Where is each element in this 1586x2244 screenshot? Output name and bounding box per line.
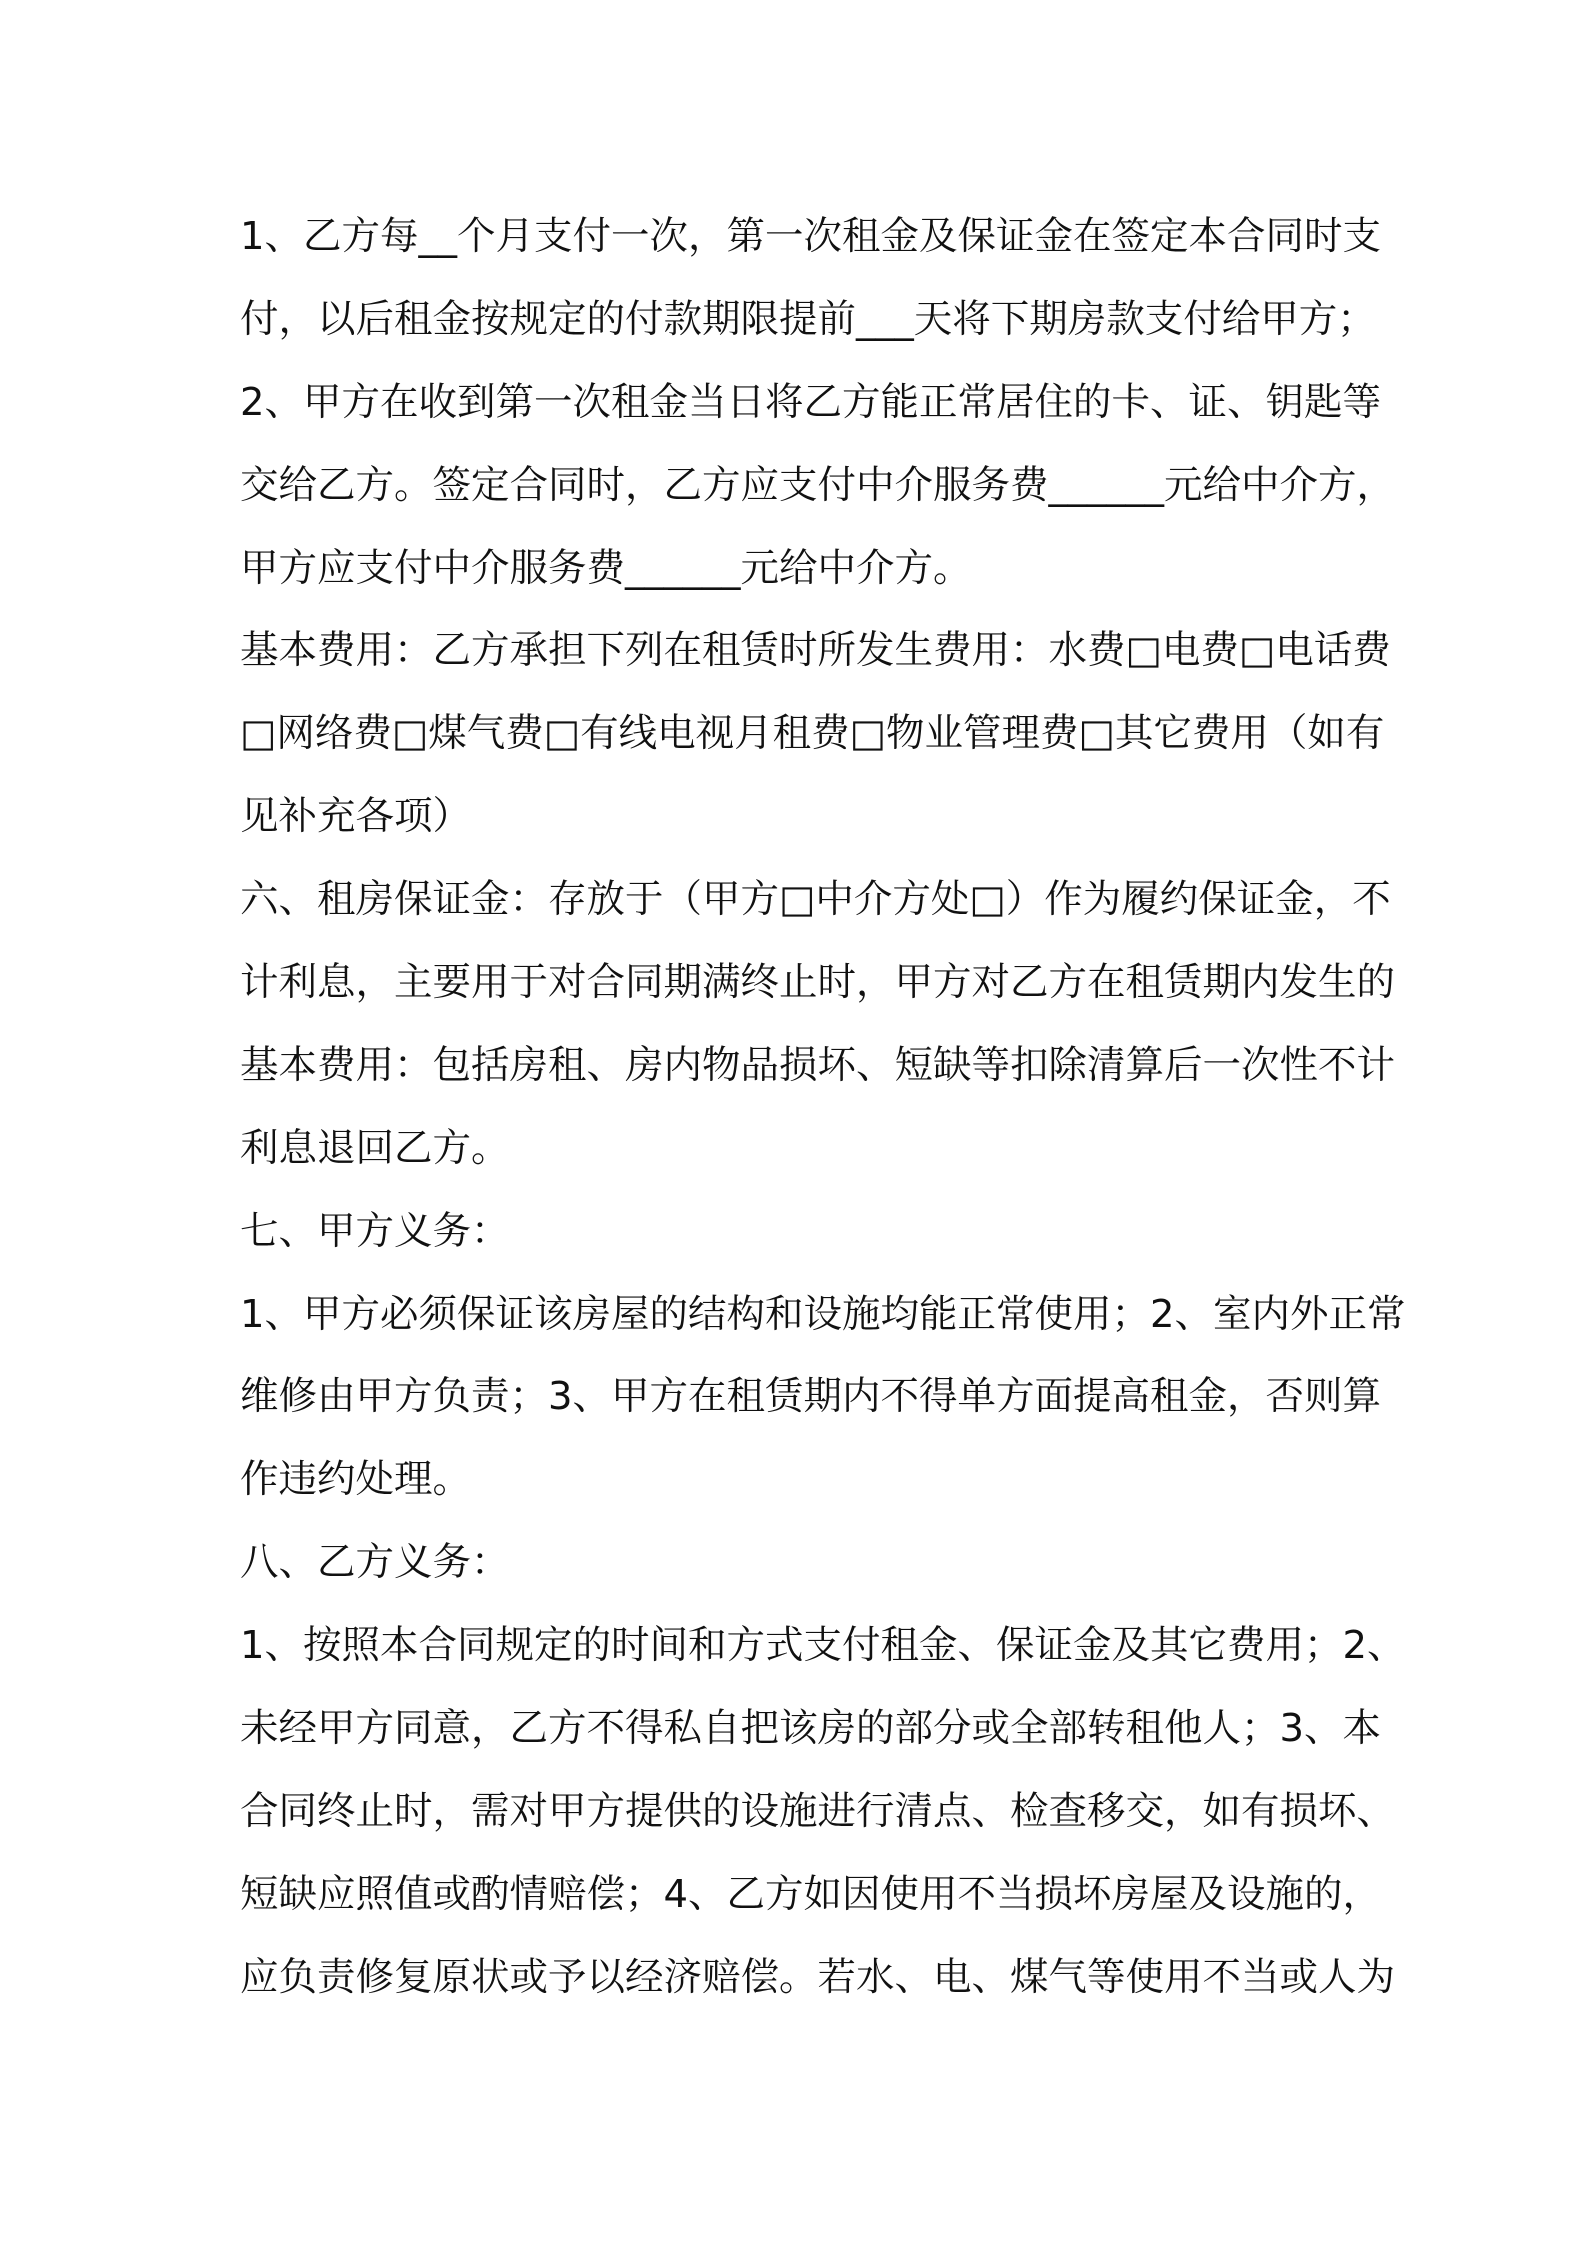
text-line: 作违约处理。	[240, 1457, 472, 1503]
text-line: 见补充各项）	[240, 794, 472, 840]
text-line: □网络费□煤气费□有线电视月租费□物业管理费□其它费用（如有	[240, 711, 1385, 757]
text-line: 1、按照本合同规定的时间和方式支付租金、保证金及其它费用；2、	[240, 1623, 1406, 1669]
text-line: 利息退回乙方。	[240, 1125, 510, 1171]
text-line: 合同终止时，需对甲方提供的设施进行清点、检查移交，如有损坏、	[240, 1788, 1396, 1834]
section-heading-line: 七、甲方义务：	[240, 1208, 510, 1254]
text-line: 计利息，主要用于对合同期满终止时，甲方对乙方在租赁期内发生的	[240, 960, 1396, 1006]
section-heading-line: 八、乙方义务：	[240, 1540, 510, 1586]
text-line: 1、甲方必须保证该房屋的结构和设施均能正常使用；2、室内外正常	[240, 1291, 1406, 1337]
text-line: 交给乙方。签定合同时，乙方应支付中介服务费______元给中介方，	[240, 462, 1396, 508]
text-line: 甲方应支付中介服务费______元给中介方。	[240, 545, 972, 591]
document-body	[240, 196, 1406, 2020]
text-line: 短缺应照值或酌情赔偿；4、乙方如因使用不当损坏房屋及设施的，	[240, 1871, 1381, 1917]
text-line: 1、乙方每__个月支付一次，第一次租金及保证金在签定本合同时支	[240, 214, 1381, 259]
text-line: 基本费用：包括房租、房内物品损坏、短缺等扣除清算后一次性不计	[240, 1042, 1396, 1088]
text-line: 应负责修复原状或予以经济赔偿。若水、电、煤气等使用不当或人为	[240, 1954, 1396, 2000]
text-line: 2、甲方在收到第一次租金当日将乙方能正常居住的卡、证、钥匙等	[240, 379, 1381, 425]
text-line: 未经甲方同意，乙方不得私自把该房的部分或全部转租他人；3、本	[240, 1706, 1381, 1752]
text-line: 维修由甲方负责；3、甲方在租赁期内不得单方面提高租金，否则算	[240, 1374, 1381, 1420]
text-line: 基本费用：乙方承担下列在租赁时所发生费用：水费□电费□电话费	[240, 628, 1391, 674]
section-heading-line: 六、租房保证金：存放于（甲方□中介方处□）作为履约保证金，不	[240, 877, 1391, 923]
text-line: 付，以后租金按规定的付款期限提前___天将下期房款支付给甲方；	[240, 296, 1376, 342]
